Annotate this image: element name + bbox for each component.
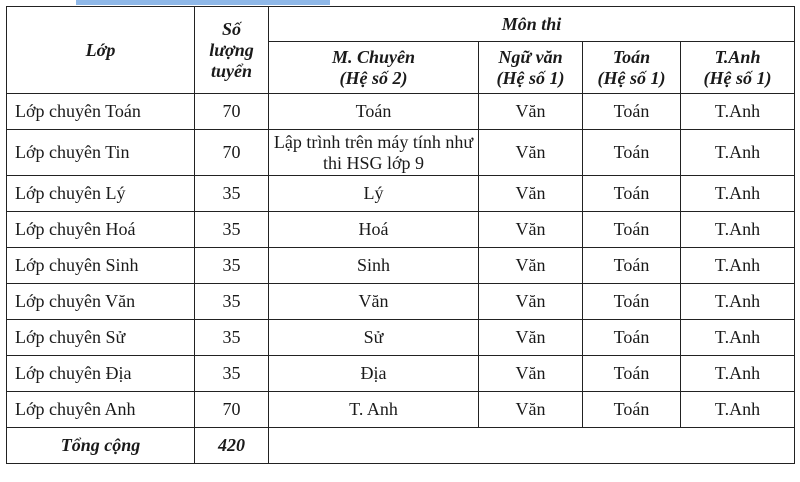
quota-cell: 70 [195, 94, 269, 130]
class-cell: Lớp chuyên Tin [7, 130, 195, 176]
header-subjects-group: Môn thi [269, 7, 795, 42]
total-row [7, 428, 795, 464]
quota-cell: 35 [195, 176, 269, 212]
quota-cell: 35 [195, 248, 269, 284]
quota-cell: 35 [195, 212, 269, 248]
quota-cell: 35 [195, 284, 269, 320]
literature-cell: Văn [479, 320, 583, 356]
quota-cell: 35 [195, 320, 269, 356]
table-row [7, 130, 795, 176]
literature-cell: Văn [479, 176, 583, 212]
english-cell: T.Anh [681, 356, 795, 392]
admissions-table [6, 6, 795, 464]
literature-cell: Văn [479, 284, 583, 320]
math-cell: Toán [583, 356, 681, 392]
header-english-name: T.Anh [714, 46, 761, 67]
class-cell: Lớp chuyên Lý [7, 176, 195, 212]
header-quota-line-2: lượng [209, 39, 254, 60]
specialty-cell: Địa [269, 356, 479, 392]
math-cell: Toán [583, 176, 681, 212]
class-cell: Lớp chuyên Anh [7, 392, 195, 428]
english-cell: T.Anh [681, 130, 795, 176]
quota-cell: 70 [195, 130, 269, 176]
math-cell: Toán [583, 320, 681, 356]
header-specialty-name: M. Chuyên [331, 46, 416, 67]
class-cell: Lớp chuyên Toán [7, 94, 195, 130]
class-cell: Lớp chuyên Sinh [7, 248, 195, 284]
english-cell: T.Anh [681, 94, 795, 130]
table-row [7, 356, 795, 392]
math-cell: Toán [583, 248, 681, 284]
header-quota-line-3: tuyển [210, 60, 252, 81]
english-cell: T.Anh [681, 320, 795, 356]
specialty-cell: T. Anh [269, 392, 479, 428]
table-row [7, 392, 795, 428]
specialty-cell: Hoá [269, 212, 479, 248]
header-class: Lớp [7, 7, 195, 94]
total-label: Tổng cộng [7, 428, 195, 464]
header-literature-name: Ngữ văn [498, 46, 563, 67]
english-cell: T.Anh [681, 392, 795, 428]
english-cell: T.Anh [681, 248, 795, 284]
table-row [7, 176, 795, 212]
english-cell: T.Anh [681, 212, 795, 248]
math-cell: Toán [583, 212, 681, 248]
header-specialty-weight: (Hệ số 2) [339, 67, 408, 88]
header-literature-weight: (Hệ số 1) [496, 67, 565, 88]
specialty-cell: Sử [269, 320, 479, 356]
math-cell: Toán [583, 130, 681, 176]
literature-cell: Văn [479, 212, 583, 248]
class-cell: Lớp chuyên Văn [7, 284, 195, 320]
literature-cell: Văn [479, 130, 583, 176]
literature-cell: Văn [479, 392, 583, 428]
specialty-cell: Lập trình trên máy tính như thi HSG lớp 9 [269, 130, 479, 176]
header-literature [479, 42, 583, 94]
literature-cell: Văn [479, 356, 583, 392]
header-math-weight: (Hệ số 1) [597, 67, 666, 88]
table-row [7, 94, 795, 130]
header-quota [195, 7, 269, 94]
english-cell: T.Anh [681, 176, 795, 212]
total-empty-cell [269, 428, 795, 464]
header-english [681, 42, 795, 94]
specialty-cell: Văn [269, 284, 479, 320]
header-quota-line-1: Số [221, 18, 241, 39]
header-row-1 [7, 7, 795, 42]
header-english-weight: (Hệ số 1) [703, 67, 772, 88]
header-specialty [269, 42, 479, 94]
table-row [7, 248, 795, 284]
specialty-cell: Toán [269, 94, 479, 130]
header-math [583, 42, 681, 94]
specialty-cell: Sinh [269, 248, 479, 284]
quota-cell: 70 [195, 392, 269, 428]
literature-cell: Văn [479, 248, 583, 284]
math-cell: Toán [583, 284, 681, 320]
math-cell: Toán [583, 94, 681, 130]
top-accent-bar [76, 0, 330, 5]
class-cell: Lớp chuyên Địa [7, 356, 195, 392]
table-row [7, 212, 795, 248]
math-cell: Toán [583, 392, 681, 428]
table-row [7, 284, 795, 320]
literature-cell: Văn [479, 94, 583, 130]
class-cell: Lớp chuyên Hoá [7, 212, 195, 248]
english-cell: T.Anh [681, 284, 795, 320]
header-math-name: Toán [612, 46, 651, 67]
class-cell: Lớp chuyên Sử [7, 320, 195, 356]
table-row [7, 320, 795, 356]
quota-cell: 35 [195, 356, 269, 392]
specialty-cell: Lý [269, 176, 479, 212]
total-quota: 420 [195, 428, 269, 464]
